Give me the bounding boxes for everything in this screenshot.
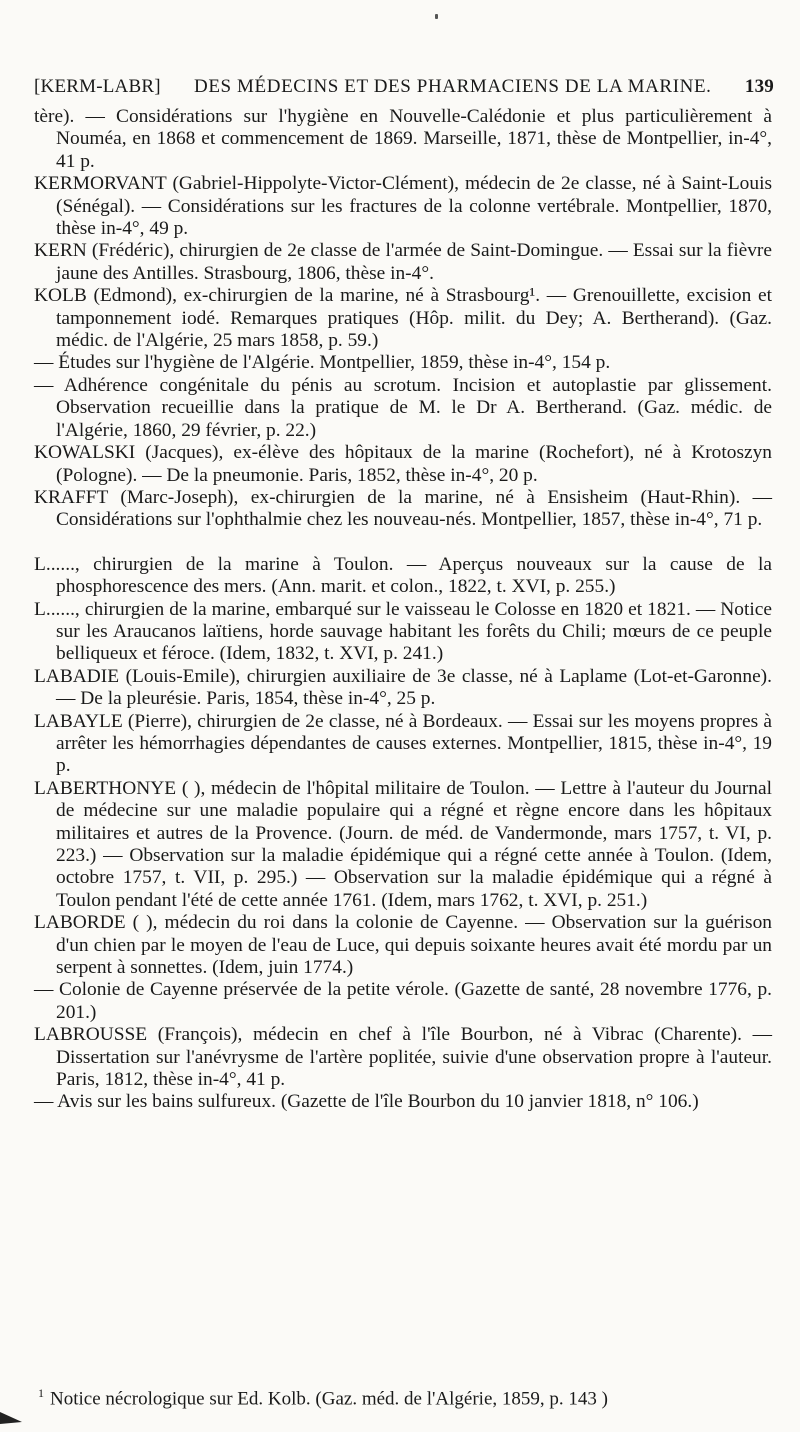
header-range: [KERM-LABR] — [34, 76, 161, 97]
body-text — [34, 106, 772, 1114]
header-title: DES MÉDECINS ET DES PHARMACIENS DE LA MARINE. — [194, 76, 712, 97]
page-number: 139 — [744, 76, 774, 97]
scan-speck — [435, 14, 438, 19]
entry-krafft: KRAFFT (Marc-Joseph), ex-chirurgien de la marine, né à Ensisheim (Haut-Rhin). — Considérations sur l'ophthalmie chez les nouveau-nés. Montpellier, 1857, thèse in-4°, 71 p. — [34, 486, 772, 531]
scan-corner-mark — [0, 1412, 22, 1424]
footnote — [38, 1386, 778, 1410]
entry-labayle: LABAYLE (Pierre), chirurgien de 2e classe, né à Bordeaux. — Essai sur les moyens propres à arrêter les hémorrhagies dépendantes de causes externes. Montpellier, 1815, thèse in-4°, 19 p. — [34, 710, 772, 777]
entry-labadie: LABADIE (Louis-Emile), chirurgien auxiliaire de 3e classe, né à Laplame (Lot-et-Garonne). — De la pleurésie. Paris, 1854, thèse in-4°, 25 p. — [34, 665, 772, 710]
entry-labrousse: LABROUSSE (François), médecin en chef à l'île Bourbon, né à Vibrac (Charente). — Dissertation sur l'anévrysme de l'artère poplitée, suivie d'une observation propre à l'auteur. Paris, 1812, thèse in-4°, 41 p. — [34, 1024, 772, 1091]
entry-kermorvant: KERMORVANT (Gabriel-Hippolyte-Victor-Clément), médecin de 2e classe, né à Saint-Louis (Sénégal). — Considérations sur les fractures de la colonne vertébrale. Montpellier, 1870, thèse in-4°, 49 p. — [34, 173, 772, 240]
entry-l-colosse: L......, chirurgien de la marine, embarqué sur le vaisseau le Colosse en 1820 et 1821. — Notice sur les Araucanos laïtiens, horde sauvage habitant les forêts du Chili; mœurs de ce peuple belliqueux et féroce. (Idem, 1832, t. XVI, p. 241.) — [34, 598, 772, 665]
entry-kerm-continued: tère). — Considérations sur l'hygiène en Nouvelle-Calédonie et plus particulièrement à Nouméa, en 1868 et commencement de 1869. Marseille, 1871, thèse de Montpellier, in-4°, 41 p. — [34, 106, 772, 172]
entry-kern: KERN (Frédéric), chirurgien de 2e classe de l'armée de Saint-Domingue. — Essai sur la fièvre jaune des Antilles. Strasbourg, 1806, thèse in-4°. — [34, 240, 772, 284]
entry-kolb-adherence: — Adhérence congénitale du pénis au scrotum. Incision et autoplastie par glissement. Observation recueillie dans la pratique de M. le Dr A. Bertherand. (Gaz. médic. de l'Algérie, 1860, 29 février, p. 22.) — [34, 374, 772, 441]
entry-laborde: LABORDE ( ), médecin du roi dans la colonie de Cayenne. — Observation sur la guérison d'un chien par le moyen de l'eau de Luce, qui depuis soixante heures avait été mordu par un serpent à sonnettes. (Idem, juin 1774.) — [34, 912, 772, 979]
entry-kolb-etudes: — Études sur l'hygiène de l'Algérie. Montpellier, 1859, thèse in-4°, 154 p. — [34, 352, 611, 374]
entry-laborde-cayenne: — Colonie de Cayenne préservée de la petite vérole. (Gazette de santé, 28 novembre 1776, p. 201.) — [34, 979, 772, 1023]
entry-labrousse-avis: — Avis sur les bains sulfureux. (Gazette de l'île Bourbon du 10 janvier 1818, n° 106.) — [34, 1091, 699, 1113]
footnote-mark: 1 — [38, 1386, 44, 1400]
footnote-text: Notice nécrologique sur Ed. Kolb. (Gaz. méd. de l'Algérie, 1859, p. 143 ) — [50, 1388, 608, 1410]
entry-l-toulon: L......, chirurgien de la marine à Toulon. — Aperçus nouveaux sur la cause de la phosphorescence des mers. (Ann. marit. et colon., 1822, t. XVI, p. 255.) — [34, 553, 772, 598]
entry-kolb: KOLB (Edmond), ex-chirurgien de la marine, né à Strasbourg¹. — Grenouillette, excision et tamponnement iodé. Remarques pratiques (Hôp. milit. du Dey; A. Bertherand). (Gaz. médic. de l'Algérie, 25 mars 1858, p. 59.) — [34, 285, 772, 352]
entry-laberthonye: LABERTHONYE ( ), médecin de l'hôpital militaire de Toulon. — Lettre à l'auteur du Journal de médecine sur une maladie populaire qui a régné et règne encore dans les hôpitaux militaires et autres de la Provence. (Journ. de méd. de Vandermonde, mars 1757, t. VI, p. 223.) — Observation sur la maladie épidémique qui a régné cette année à Toulon. (Idem, octobre 1757, t. VII, p. 295.) — Observation sur la maladie épidémique qui a régné à Toulon pendant l'été de cette année 1761. (Idem, mars 1762, t. XVI, p. 251.) — [34, 777, 772, 911]
entry-kowalski: KOWALSKI (Jacques), ex-élève des hôpitaux de la marine (Rochefort), né à Krotoszyn (Pologne). — De la pneumonie. Paris, 1852, thèse in-4°, 20 p. — [34, 442, 772, 486]
